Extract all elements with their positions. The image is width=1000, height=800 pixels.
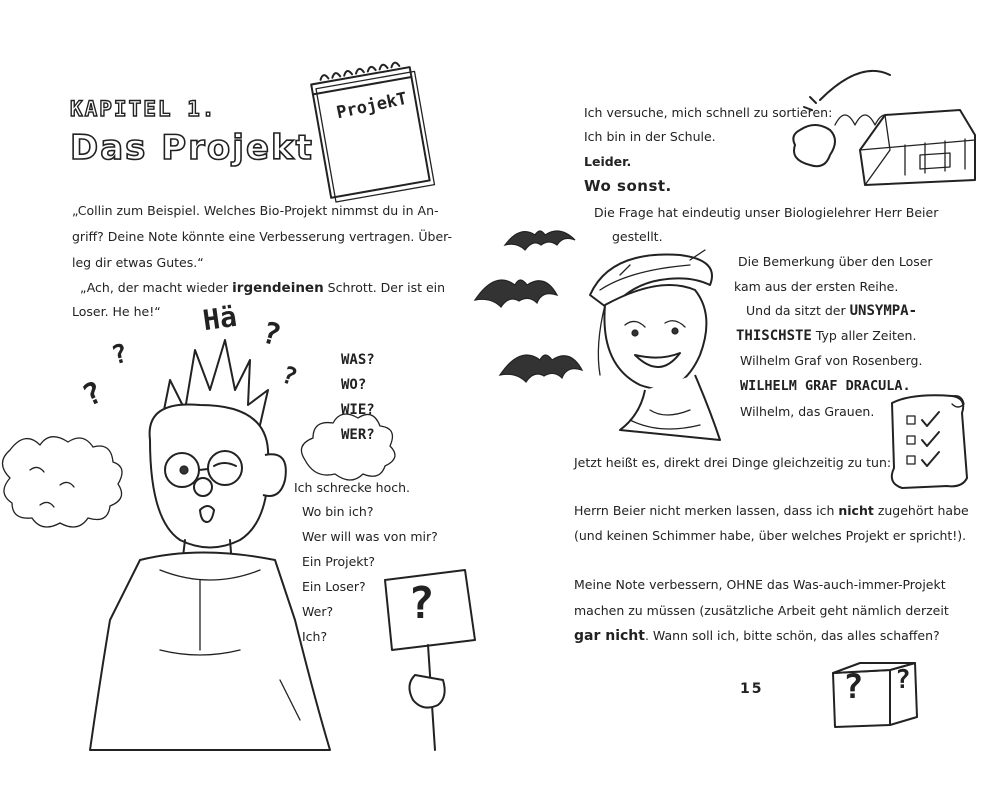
text-bemerkung-2: kam aus der ersten Reihe. — [734, 279, 899, 294]
school-thumb-illustration — [790, 55, 990, 195]
thought-1: Ich schrecke hoch. — [294, 480, 410, 495]
thought-6: Wer? — [302, 604, 334, 619]
question-sign-illustration — [380, 565, 490, 755]
bat-icon — [500, 220, 580, 260]
wilhelm-illustration — [570, 245, 750, 455]
text-frage-1: Die Frage hat eindeutig unser Biologielehrer Herr Beier — [594, 205, 939, 220]
shout-was: WAS? — [341, 352, 375, 368]
line4-emphasis: irgendeinen — [232, 280, 324, 296]
text-keinen: (und keinen Schimmer habe, über welches Projekt er spricht!). — [574, 528, 967, 543]
und-da-prefix: Und da sitzt der — [746, 303, 850, 318]
thought-4: Ein Projekt? — [302, 554, 376, 569]
text-bemerkung-1: Die Bemerkung über den Loser — [738, 254, 933, 269]
text-versuche: Ich versuche, mich schnell zu sortieren: — [584, 105, 833, 120]
page-number: 15 — [740, 681, 764, 697]
text-wo-sonst: Wo sonst. — [584, 177, 672, 195]
text-note-2: machen zu müssen (zusätzliche Arbeit geht nämlich derzeit — [574, 603, 949, 618]
text-note-1: Meine Note verbessern, OHNE das Was-auch-immer-Projekt — [574, 577, 946, 592]
herrn-pre: Herrn Beier nicht merken lassen, dass ich — [574, 503, 839, 518]
line4-pre: „Ach, der macht wieder — [80, 280, 233, 295]
thought-5: Ein Loser? — [302, 579, 366, 594]
text-thischste — [736, 328, 916, 344]
text-dracula: WILHELM GRAF DRACULA. — [740, 378, 911, 394]
chapter-title: Das Projekt — [70, 128, 314, 168]
text-grauen: Wilhelm, das Grauen. — [740, 404, 875, 419]
cube-question-mark: ? — [843, 667, 864, 707]
thought-2: Wo bin ich? — [302, 504, 374, 519]
thought-3: Wer will was von mir? — [302, 529, 438, 544]
question-mark-4: ? — [277, 360, 301, 392]
right-page — [500, 0, 1000, 800]
notepad-label: ProjekT — [334, 88, 409, 124]
text-herrn — [574, 503, 969, 519]
checklist-icon — [882, 388, 982, 498]
herrn-post: zugehört habe — [873, 503, 969, 518]
paragraph-line-1: „Collin zum Beispiel. Welches Bio-Projekt nimmst du in An- — [72, 203, 439, 218]
typ-suffix: Typ aller Zeiten. — [811, 328, 917, 343]
thought-7: Ich? — [302, 629, 328, 644]
shout-wie: WIE? — [341, 402, 375, 418]
chapter-label: KAPITEL 1. — [70, 97, 217, 121]
text-leider: Leider. — [584, 154, 632, 169]
shout-wo: WO? — [341, 377, 367, 393]
line4-post: Schrott. Der ist ein — [323, 280, 446, 295]
paragraph-line-3: leg dir etwas Gutes.“ — [72, 255, 204, 270]
text-wilhelm-graf: Wilhelm Graf von Rosenberg. — [740, 353, 923, 368]
text-gar-nicht — [574, 628, 940, 644]
herrn-emphasis: nicht — [838, 503, 874, 518]
text-frage-2: gestellt. — [612, 229, 663, 244]
paragraph-line-4 — [80, 280, 445, 296]
thischste-emphasis: THISCHSTE — [736, 328, 812, 344]
paragraph-line-5: Loser. He he!“ — [72, 304, 161, 319]
bat-icon — [470, 265, 560, 315]
notepad-illustration — [300, 50, 450, 200]
text-jetzt: Jetzt heißt es, direkt drei Dinge gleichzeitig zu tun: — [574, 455, 892, 470]
exclamation-ha: Hä — [200, 299, 239, 338]
sign-question-mark: ? — [408, 578, 435, 629]
text-und-da — [746, 303, 917, 319]
unsympa-emphasis: UNSYMPA- — [849, 303, 918, 319]
question-mark-3: ? — [257, 315, 285, 354]
gar-nicht-emphasis: gar nicht — [574, 628, 645, 644]
cube-question-mark: ? — [895, 665, 911, 695]
wann-suffix: . Wann soll ich, bitte schön, das alles schaffen? — [644, 628, 940, 643]
question-mark-2: ? — [77, 374, 109, 415]
shout-wer: WER? — [341, 427, 375, 443]
question-mark-1: ? — [108, 338, 132, 372]
text-schule: Ich bin in der Schule. — [584, 129, 716, 144]
paragraph-line-2: griff? Deine Note könnte eine Verbesserung vertragen. Über- — [72, 229, 452, 244]
